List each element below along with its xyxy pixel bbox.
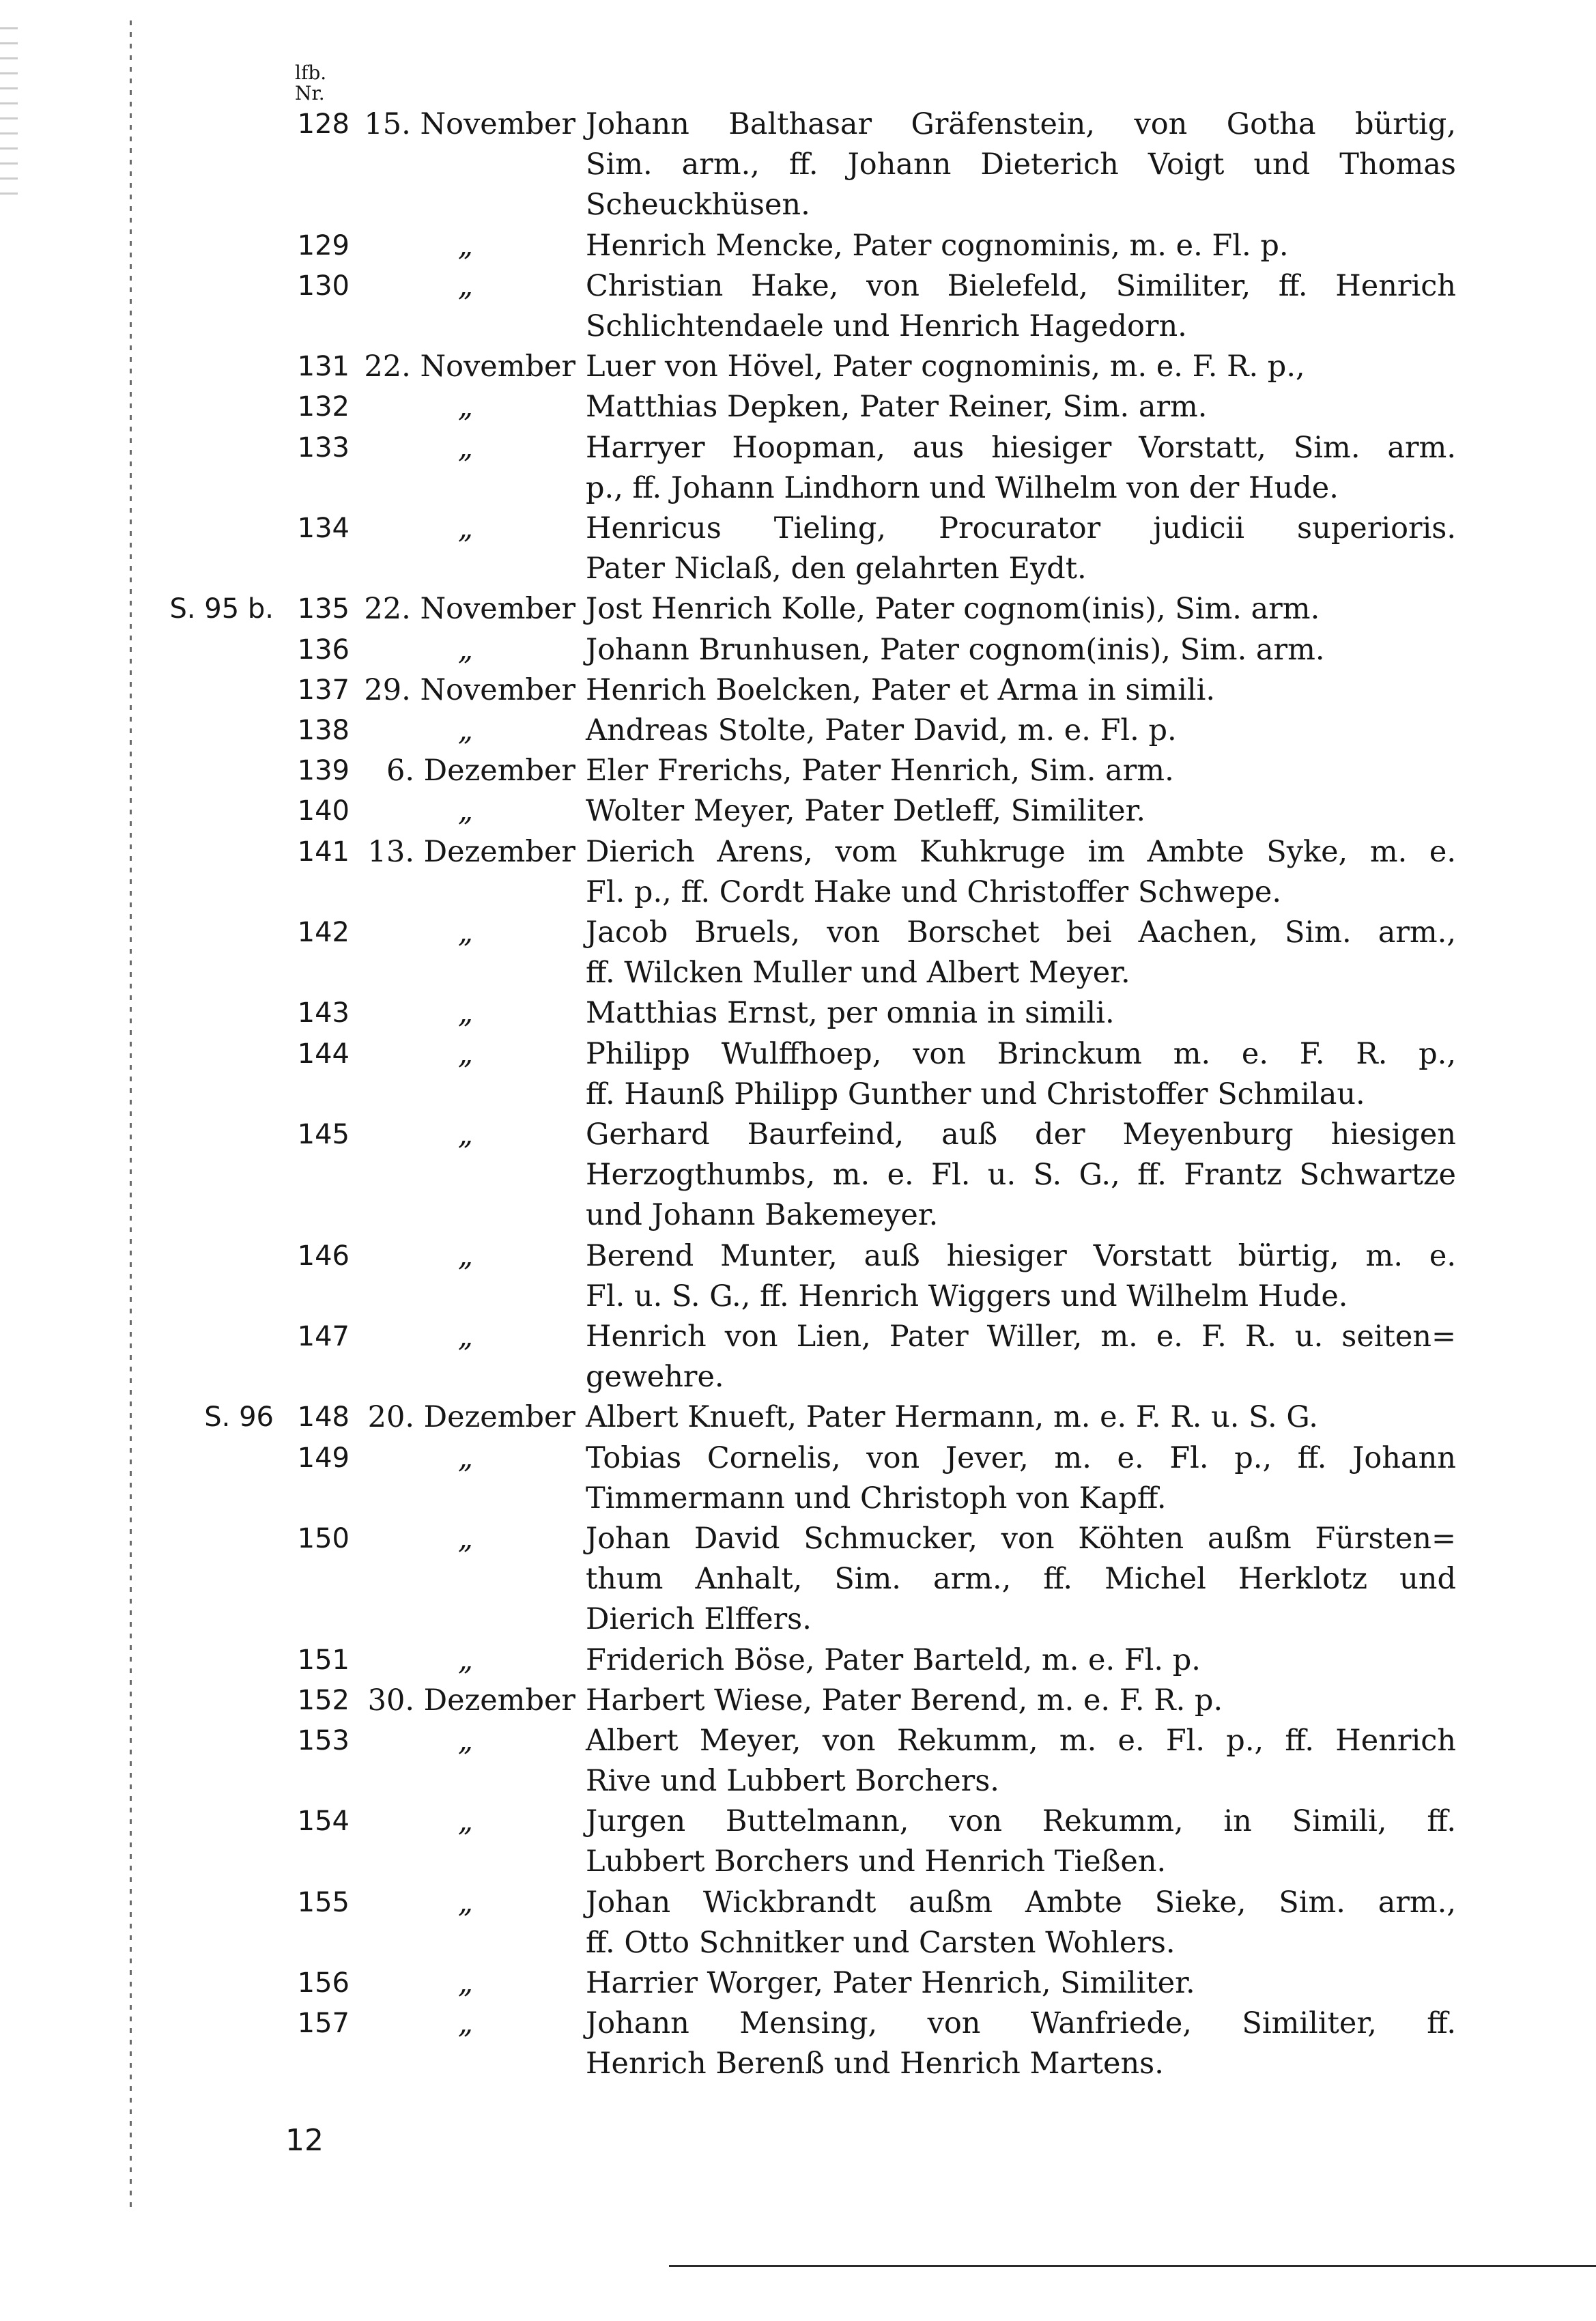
ditto-mark: „ (457, 632, 473, 667)
entry-number: 134 (297, 513, 350, 544)
entry-line: Luer von Hövel, Pater cognominis, m. e. F. R. p., (586, 350, 1305, 384)
entry-number: 149 (297, 1442, 350, 1474)
entry-number: 130 (297, 270, 350, 302)
header-lfb: lfb. (295, 61, 327, 84)
entry-line: Albert Knueft, Pater Hermann, m. e. F. R. u. S. G. (586, 1400, 1318, 1435)
entry-text (586, 711, 1456, 751)
entry-text (586, 630, 1456, 670)
entry-number: 153 (297, 1725, 350, 1756)
entry-number: 140 (297, 795, 350, 827)
entry-line: Timmermann und Christoph von Kapff. (586, 1481, 1167, 1515)
entry-text (586, 589, 1456, 629)
ditto-mark: „ (457, 228, 473, 263)
entry-number: 129 (297, 229, 350, 261)
ditto-mark: „ (457, 1522, 473, 1556)
entry-line: Andreas Stolte, Pater David, m. e. Fl. p. (586, 713, 1177, 747)
entry-line: Fl. p., ff. Cordt Hake und Christoffer Schwepe. (586, 874, 1282, 909)
entry-date: 15. November (364, 107, 575, 141)
entry-line: Matthias Depken, Pater Reiner, Sim. arm. (586, 390, 1208, 425)
entry-text (586, 791, 1456, 831)
entry-text (586, 1317, 1456, 1397)
entry-text (586, 1802, 1456, 1882)
entry-number: 154 (297, 1806, 350, 1838)
page-reference: S. 95 b. (169, 593, 274, 625)
entry-line: ff. Haunß Philipp Gunther und Christoffer Schmilau. (586, 1077, 1365, 1111)
entry-text (586, 913, 1456, 993)
page-number: 12 (285, 2123, 324, 2158)
entry-text (586, 387, 1456, 427)
entry-number: 150 (297, 1523, 350, 1554)
ditto-mark: „ (457, 511, 473, 545)
entry-number: 156 (297, 1967, 350, 1999)
entry-number: 144 (297, 1038, 350, 1070)
entry-line: Matthias Ernst, per omnia in simili. (586, 996, 1115, 1031)
entry-text (586, 1721, 1456, 1802)
entry-number: 148 (297, 1401, 350, 1434)
bottom-rule (669, 2265, 1596, 2267)
entry-date: 13. Dezember (367, 834, 575, 869)
entry-line: Berend Munter, auß hiesiger Vorstatt bürtig, m. e. (586, 1238, 1456, 1273)
entry-line: Harrier Worger, Pater Henrich, Similiter. (586, 1966, 1195, 2001)
entry-line: Gerhard Baurfeind, auß der Meyenburg hiesigen (586, 1117, 1456, 1152)
entry-line: Jacob Bruels, von Borschet bei Aachen, Sim. arm., (586, 915, 1456, 950)
ditto-mark: „ (457, 1804, 473, 1839)
entry-text (586, 428, 1456, 509)
entry-line: Henrich Berenß und Henrich Martens. (586, 2047, 1164, 2081)
entry-number: 138 (297, 715, 350, 746)
entry-line: Albert Meyer, von Rekumm, m. e. Fl. p., ff. Henrich (586, 1724, 1456, 1758)
entry-number: 128 (297, 109, 350, 140)
entry-number: 145 (297, 1119, 350, 1150)
entry-line: und Johann Bakemeyer. (586, 1198, 939, 1232)
entry-line: Johann Brunhusen, Pater cognom(inis), Sim. arm. (586, 632, 1325, 667)
entry-line: Christian Hake, von Bielefeld, Similiter, ff. Henrich (586, 268, 1456, 303)
ditto-mark: „ (457, 1885, 473, 1920)
entry-line: Sim. arm., ff. Johann Dieterich Voigt und Thomas (586, 147, 1456, 182)
entry-date: 22. November (364, 592, 575, 627)
entry-text (586, 1519, 1456, 1640)
entry-line: p., ff. Johann Lindhorn und Wilhelm von der Hude. (586, 470, 1339, 505)
entry-line: Harryer Hoopman, aus hiesiger Vorstatt, Sim. arm. (586, 430, 1456, 465)
entry-number: 147 (297, 1321, 350, 1352)
entry-text (586, 2004, 1456, 2084)
entry-text (586, 1397, 1456, 1438)
entry-date: 30. Dezember (367, 1683, 575, 1718)
entry-line: Johann Balthasar Gräfenstein, von Gotha bürtig, (586, 107, 1456, 141)
entry-line: Dierich Arens, vom Kuhkruge im Ambte Syke, m. e. (586, 834, 1456, 869)
entry-line: Johann Mensing, von Wanfriede, Similiter, ff. (586, 2006, 1456, 2041)
entry-line: thum Anhalt, Sim. arm., ff. Michel Herklotz und (586, 1562, 1456, 1596)
entry-line: Fl. u. S. G., ff. Henrich Wiggers und Wilhelm Hude. (586, 1279, 1348, 1313)
entry-date: 6. Dezember (386, 754, 575, 788)
entry-date: 20. Dezember (367, 1400, 575, 1435)
entry-line: Friderich Böse, Pater Barteld, m. e. Fl. p. (586, 1642, 1201, 1677)
entry-number: 143 (297, 997, 350, 1029)
entry-text (586, 1963, 1456, 2004)
entry-text (586, 347, 1456, 387)
entry-text (586, 266, 1456, 347)
ditto-mark: „ (457, 1724, 473, 1758)
entry-text (586, 832, 1456, 913)
ditto-mark: „ (457, 2006, 473, 2041)
page-reference: S. 96 (204, 1401, 274, 1434)
entry-number: 142 (297, 917, 350, 948)
ditto-mark: „ (457, 390, 473, 425)
entry-line: Henrich Mencke, Pater cognominis, m. e. Fl. p. (586, 228, 1289, 263)
entry-number: 136 (297, 633, 350, 666)
entry-line: Philipp Wulffhoep, von Brinckum m. e. F. R. p., (586, 1036, 1456, 1071)
entry-line: Lubbert Borchers und Henrich Tießen. (586, 1845, 1167, 1879)
entry-number: 135 (297, 593, 350, 625)
ditto-mark: „ (457, 268, 473, 303)
ditto-mark: „ (457, 1966, 473, 2001)
entry-text (586, 226, 1456, 266)
entry-text (586, 1236, 1456, 1317)
entry-line: Scheuckhüsen. (586, 188, 810, 222)
ditto-mark: „ (457, 1238, 473, 1273)
column-header (295, 63, 326, 104)
ditto-mark: „ (457, 1036, 473, 1071)
entry-line: Johan Wickbrandt außm Ambte Sieke, Sim. arm., (586, 1885, 1456, 1920)
ditto-mark: „ (457, 996, 473, 1031)
entry-line: Jurgen Buttelmann, von Rekumm, in Simili, ff. (586, 1804, 1456, 1839)
entry-line: Wolter Meyer, Pater Detleff, Similiter. (586, 794, 1146, 829)
entry-text (586, 1640, 1456, 1681)
entry-number: 141 (297, 836, 350, 868)
ditto-mark: „ (457, 713, 473, 747)
entry-line: Eler Frerichs, Pater Henrich, Sim. arm. (586, 754, 1174, 788)
ditto-mark: „ (457, 794, 473, 829)
ditto-mark: „ (457, 1440, 473, 1475)
register-entry (0, 2004, 1596, 2167)
entry-line: Herzogthumbs, m. e. Fl. u. S. G., ff. Frantz Schwartze (586, 1158, 1456, 1192)
entry-line: gewehre. (586, 1360, 724, 1394)
entry-number: 146 (297, 1240, 350, 1272)
entry-number: 137 (297, 674, 350, 706)
entry-line: Jost Henrich Kolle, Pater cognom(inis), Sim. arm. (586, 592, 1320, 627)
entry-line: Henrich Boelcken, Pater et Arma in simili. (586, 672, 1216, 707)
entry-line: Henrich von Lien, Pater Willer, m. e. F. R. u. seiten= (586, 1320, 1456, 1354)
entry-text (586, 1438, 1456, 1519)
entry-text (586, 751, 1456, 791)
entry-number: 133 (297, 431, 350, 464)
entry-line: ff. Otto Schnitker und Carsten Wohlers. (586, 1925, 1175, 1960)
entry-number: 152 (297, 1684, 350, 1716)
ditto-mark: „ (457, 915, 473, 950)
entry-text (586, 670, 1456, 711)
ditto-mark: „ (457, 1117, 473, 1152)
entry-number: 139 (297, 755, 350, 787)
entry-text (586, 1034, 1456, 1115)
entry-line: Schlichtendaele und Henrich Hagedorn. (586, 309, 1187, 343)
ditto-mark: „ (457, 1320, 473, 1354)
entry-text (586, 509, 1456, 589)
entry-line: Tobias Cornelis, von Jever, m. e. Fl. p., ff. Johann (586, 1440, 1456, 1475)
entry-text (586, 1115, 1456, 1236)
entry-line: Johan David Schmucker, von Köhten außm Fürsten= (586, 1522, 1456, 1556)
entry-text (586, 1883, 1456, 1963)
entry-text (586, 993, 1456, 1034)
entry-date: 22. November (364, 350, 575, 384)
entry-line: Rive und Lubbert Borchers. (586, 1764, 999, 1798)
ditto-mark: „ (457, 430, 473, 465)
header-nr: Nr. (295, 82, 325, 104)
entry-line: Harbert Wiese, Pater Berend, m. e. F. R. p. (586, 1683, 1223, 1718)
entry-number: 132 (297, 391, 350, 423)
entry-number: 151 (297, 1644, 350, 1676)
entry-line: Pater Niclaß, den gelahrten Eydt. (586, 552, 1087, 586)
entry-number: 155 (297, 1886, 350, 1918)
entry-text (586, 1681, 1456, 1721)
entry-line: Henricus Tieling, Procurator judicii superioris. (586, 511, 1456, 545)
entry-date: 29. November (364, 672, 575, 707)
entry-number: 131 (297, 351, 350, 383)
entry-number: 157 (297, 2008, 350, 2040)
entry-line: ff. Wilcken Muller und Albert Meyer. (586, 956, 1130, 990)
entry-text (586, 104, 1456, 225)
ditto-mark: „ (457, 1642, 473, 1677)
entry-line: Dierich Elffers. (586, 1602, 812, 1636)
